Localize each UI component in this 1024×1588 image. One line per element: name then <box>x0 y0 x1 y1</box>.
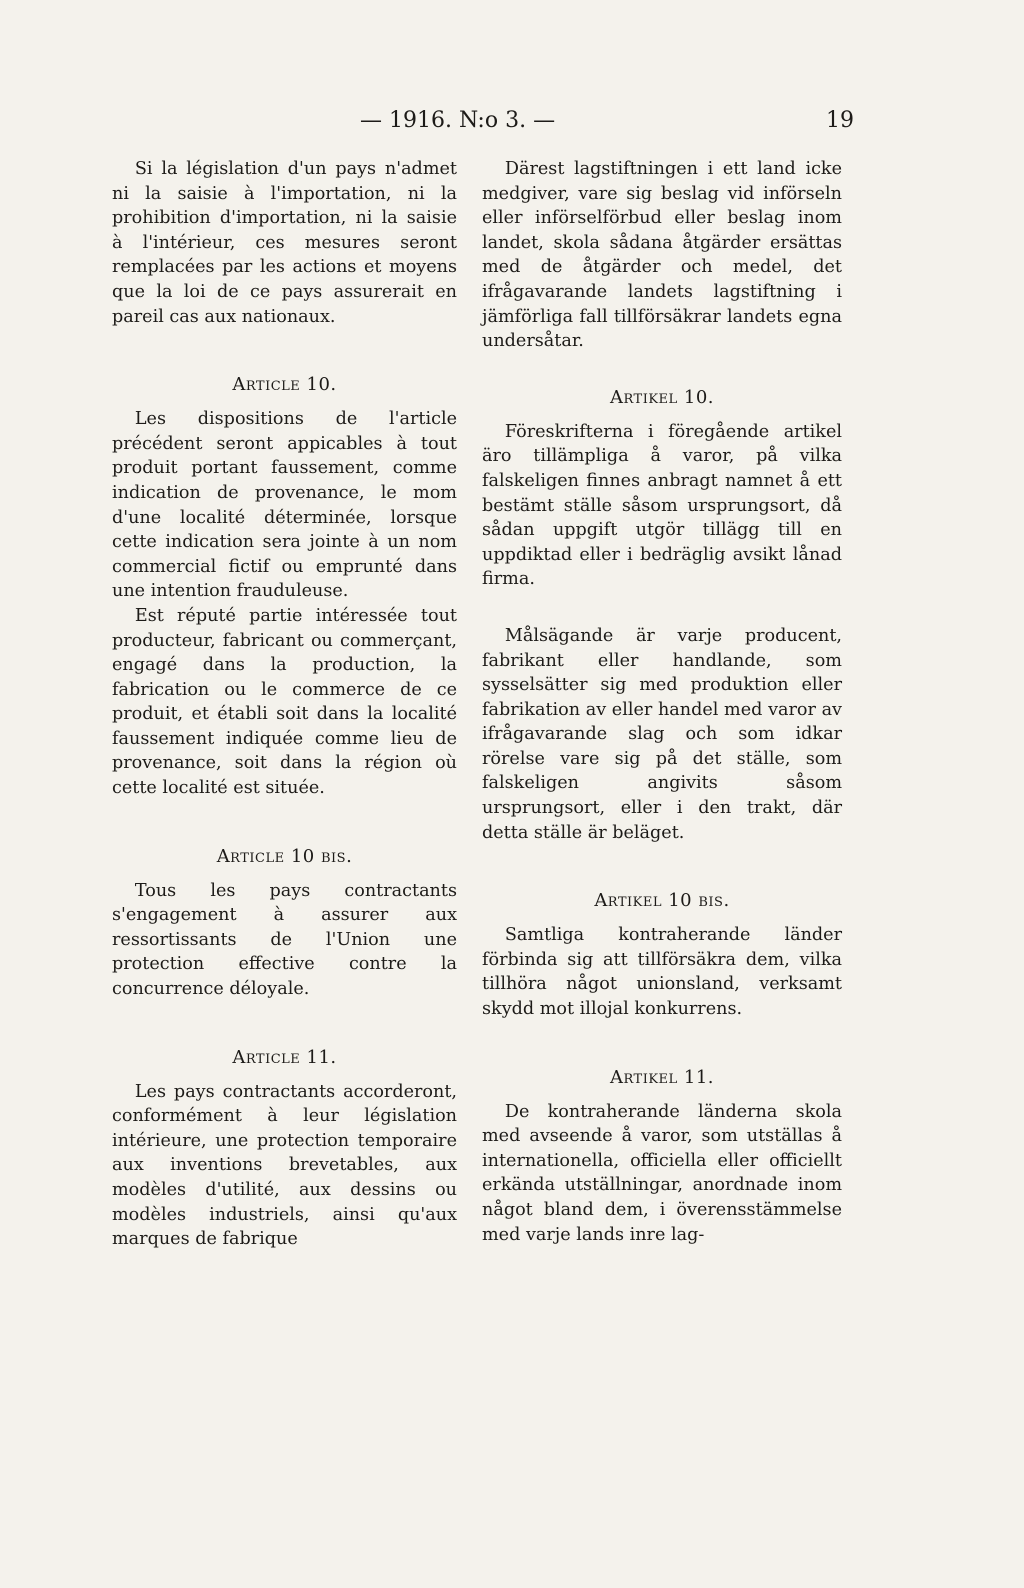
paragraph-article-10-a-sv: Föreskrifterna i föregående artikel äro tillämpliga å varor, på vilka falskeligen finnes anbragt namnet å ett bestämt ställe såsom ursprungsort, då sådan uppgift utgör tillägg till en uppdiktad eller i bedräglig avsikt lånad firma. <box>482 421 842 590</box>
paragraph-intro-sv: Därest lagstiftningen i ett land icke medgiver, vare sig beslag vid införseln eller införselförbud eller beslag inom landet, skola sådana åtgärder ersättas med de åtgärder och medel, det ifrågavarande landets lagstiftning i jämförliga fall tillförsäkrar landets egna undersåtar. <box>482 159 842 352</box>
paragraph-article-10bis-sv: Samtliga kontraherande länder förbinda sig att tillförsäkra dem, vilka tillhöra något unionsland, verksamt skydd mot illojal konkurrens. <box>482 925 842 1020</box>
heading-article-10bis-sv: Artikel 10 bis. <box>594 890 730 912</box>
heading-article-10-sv: Artikel 10. <box>609 386 715 408</box>
paragraph-intro-fr: Si la législation d'un pays n'admet ni la saisie à l'importation, ni la prohibition d'importation, ni la saisie à l'intérieur, ces mesures seront remplacées par les actions et moyens que la loi de ce pays assurerait en pareil cas aux nationaux. <box>112 159 457 327</box>
paragraph-article-11-sv: De kontraherande länderna skola med avseende å varor, som utställas å internationella, officiella eller officiellt erkända utställningar, anordnade inom något bland dem, i överensstämmelse med varje lands inre lag- <box>482 1101 842 1245</box>
heading-article-10-fr: Article 10. <box>232 374 337 396</box>
swedish-column <box>482 157 842 1247</box>
heading-article-11-fr: Article 11. <box>232 1046 337 1068</box>
paragraph-article-10-b-fr: Est réputé partie intéressée tout producteur, fabricant ou commerçant, engagé dans la production, la fabrication ou le commerce de ce produit, et établi soit dans la localité faussement indiquée comme lieu de provenance, soit dans la région où cette localité est située. <box>112 605 457 799</box>
paragraph-article-10-b-sv: Målsägande är varje producent, fabrikant eller handlande, som sysselsätter sig med produktion eller fabrikation av eller handel med varor av ifrågavarande slag och som idkar rörelse vare sig på det ställe, som falskeligen angivits såsom ursprungsort, eller i den trakt, där detta ställe är beläget. <box>482 625 842 843</box>
paragraph-article-10-a-fr: Les dispositions de l'article précédent seront appicables à tout produit portant faussement, comme indication de provenance, le mom d'une localité déterminée, lorsque cette indication sera jointe à un nom commercial fictif ou emprunté dans une intention frauduleuse. <box>112 409 457 602</box>
page-header <box>0 108 1024 138</box>
heading-article-10bis-fr: Article 10 bis. <box>216 845 353 867</box>
page-number: 19 <box>826 108 854 133</box>
paragraph-article-10bis-fr: Tous les pays contractants s'engagement à assurer aux ressortissants de l'Union une protection effective contre la concurrence déloyale. <box>112 880 457 1000</box>
paragraph-article-11-fr: Les pays contractants accorderont, conformément à leur législation intérieure, une protection temporaire aux inventions brevetables, aux modèles d'utilité, aux dessins ou modèles industriels, ainsi qu'aux marques de fabrique <box>112 1081 457 1250</box>
heading-article-11-sv: Artikel 11. <box>609 1066 715 1088</box>
running-head: — 1916. N:o 3. — <box>360 108 556 133</box>
french-column <box>112 157 457 1252</box>
